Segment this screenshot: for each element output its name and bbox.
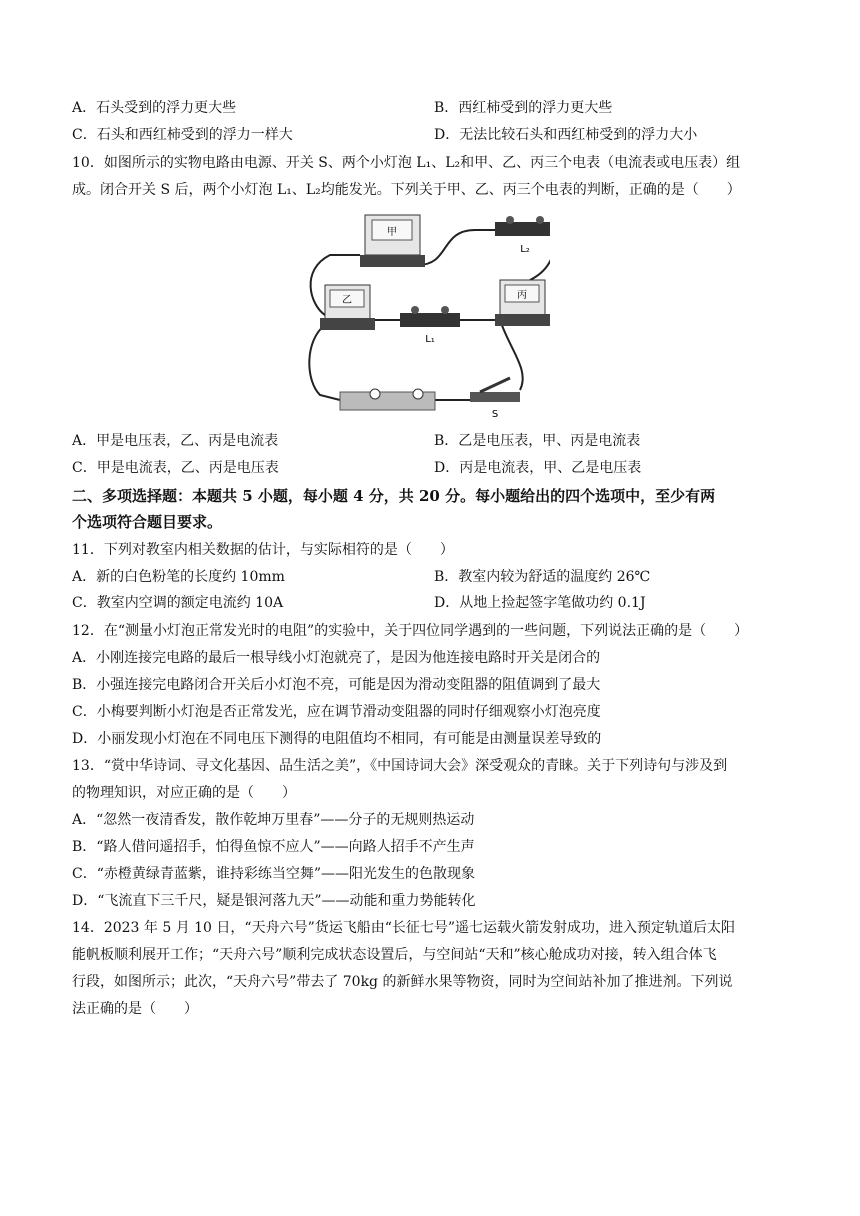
q10-stem-line1: 10．如图所示的实物电路由电源、开关 S、两个小灯泡 L₁、L₂和甲、乙、丙三个电表（电流表或电压表）组 <box>72 155 741 171</box>
q11-stem: 11．下列对教室内相关数据的估计，与实际相符的是（ ） <box>72 542 454 558</box>
lamp-l2-label: L₂ <box>520 244 530 255</box>
q13-option-a: A．“忽然一夜清香发，散作乾坤万里春”——分子的无规则热运动 <box>72 812 475 828</box>
section2-heading-line1: 二、多项选择题：本题共 5 小题，每小题 4 分，共 20 分。每小题给出的四个选项中，至少有两 <box>72 487 716 505</box>
q14-stem-line4: 法正确的是（ ） <box>72 1001 198 1017</box>
q12-option-a: A．小刚连接完电路的最后一根导线小灯泡就亮了，是因为他连接电路时开关是闭合的 <box>72 650 601 666</box>
q9-option-b: B．西红柿受到的浮力更大些 <box>434 100 613 116</box>
lamp-l1-label: L₁ <box>425 334 435 345</box>
q13-option-b: B．“路人借问遥招手，怕得鱼惊不应人”——向路人招手不产生声 <box>72 839 475 855</box>
lamp-l1 <box>400 306 460 345</box>
meter-jia <box>360 215 425 267</box>
circuit-figure <box>300 210 550 422</box>
switch <box>470 378 520 420</box>
q14-stem-line3: 行段，如图所示；此次，“天舟六号”带去了 70kg 的新鲜水果等物资，同时为空间站补加了推进剂。下列说 <box>72 974 733 990</box>
section2-heading-line2: 个选项符合题目要求。 <box>72 513 223 531</box>
q12-option-d: D．小丽发现小灯泡在不同电压下测得的电阻值均不相同，有可能是由测量误差导致的 <box>72 731 602 747</box>
switch-label: S <box>491 409 499 420</box>
meter-jia-label: 甲 <box>387 227 397 238</box>
q12-stem: 12．在“测量小灯泡正常发光时的电阻”的实验中，关于四位同学遇到的一些问题，下列说法正确的是（ ） <box>72 623 749 639</box>
q13-option-d: D．“飞流直下三千尺，疑是银河落九天”——动能和重力势能转化 <box>72 893 476 909</box>
q11-option-b: B．教室内较为舒适的温度约 26℃ <box>434 569 651 585</box>
q9-option-a: A．石头受到的浮力更大些 <box>72 100 237 116</box>
q13-option-c: C．“赤橙黄绿青蓝紫，谁持彩练当空舞”——阳光发生的色散现象 <box>72 866 476 882</box>
q13-stem-line2: 的物理知识，对应正确的是（ ） <box>72 785 296 801</box>
meter-yi <box>320 285 375 330</box>
q13-stem-line1: 13．“赏中华诗词、寻文化基因、品生活之美”，《中国诗词大会》深受观众的青睐。关于下列诗句与涉及到 <box>72 758 728 774</box>
q9-option-d: D．无法比较石头和西红柿受到的浮力大小 <box>434 127 698 143</box>
lamp-l2 <box>495 216 550 255</box>
q11-option-d: D．从地上捡起签字笔做功约 0.1J <box>434 595 646 611</box>
q10-option-b: B．乙是电压表，甲、丙是电流表 <box>434 433 641 449</box>
q12-option-c: C．小梅要判断小灯泡是否正常发光，应在调节滑动变阻器的同时仔细观察小灯泡亮度 <box>72 704 601 720</box>
q10-stem-line2: 成。闭合开关 S 后，两个小灯泡 L₁、L₂均能发光。下列关于甲、乙、丙三个电表的判断，正确的是（ ） <box>72 182 741 198</box>
meter-yi-label: 乙 <box>342 295 352 306</box>
battery <box>340 389 435 410</box>
q11-option-a: A．新的白色粉笔的长度约 10mm <box>72 569 285 585</box>
q11-option-c: C．教室内空调的额定电流约 10A <box>72 595 284 611</box>
q10-option-d: D．丙是电流表，甲、乙是电压表 <box>434 460 642 476</box>
meter-bing-label: 丙 <box>517 290 527 301</box>
q10-option-a: A．甲是电压表，乙、丙是电流表 <box>72 433 279 449</box>
q14-stem-line2: 能帆板顺利展开工作；“天舟六号”顺利完成状态设置后，与空间站“天和”核心舱成功对接，转入组合体飞 <box>72 947 717 963</box>
q12-option-b: B．小强连接完电路闭合开关后小灯泡不亮，可能是因为滑动变阻器的阻值调到了最大 <box>72 677 601 693</box>
q9-option-c: C．石头和西红柿受到的浮力一样大 <box>72 127 293 143</box>
q10-option-c: C．甲是电流表，乙、丙是电压表 <box>72 460 279 476</box>
meter-bing <box>495 280 550 326</box>
q14-stem-line1: 14．2023 年 5 月 10 日，“天舟六号”货运飞船由“长征七号”遥七运载火箭发射成功，进入预定轨道后太阳 <box>72 920 736 936</box>
